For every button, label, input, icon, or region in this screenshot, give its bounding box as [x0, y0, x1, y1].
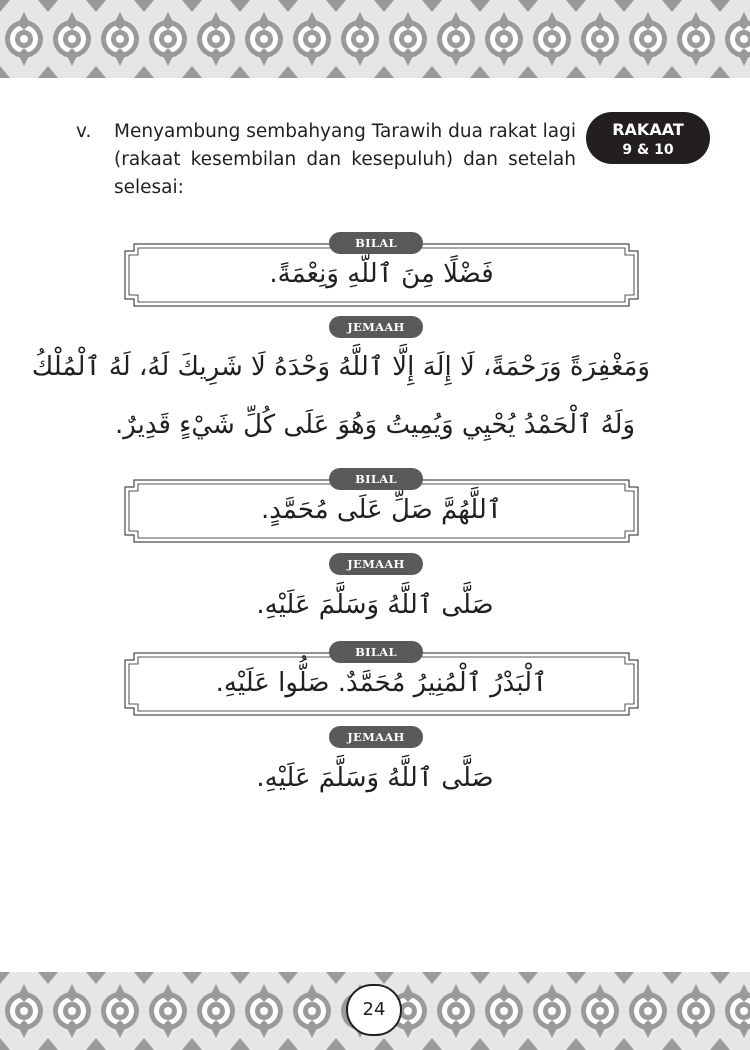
bilal-text-2: ٱللَّهُمَّ صَلِّ عَلَى مُحَمَّدٍ.: [260, 495, 503, 525]
jemaah-text-2: صَلَّى ٱللَّهُ وَسَلَّمَ عَلَيْهِ.: [256, 590, 494, 620]
ornament-pattern-top: [0, 0, 750, 78]
rakaat-badge: [586, 112, 710, 164]
jemaah-text-3: صَلَّى ٱللَّهُ وَسَلَّمَ عَلَيْهِ.: [256, 763, 494, 793]
top-ornamental-border: [0, 0, 750, 78]
page-number: 24: [346, 984, 402, 1036]
bilal-text-3: ٱلْبَدْرُ ٱلْمُنِيرُ مُحَمَّدٌ. صَلُّوا عَلَيْهِ.: [215, 668, 548, 698]
bilal-text-1: فَضْلًا مِنَ ٱللَّهِ وَنِعْمَةً.: [269, 259, 494, 289]
rakaat-badge-number: 9 & 10: [622, 142, 674, 158]
bilal-label-3: BILAL: [329, 641, 423, 663]
instruction-text: Menyambung sembahyang Tarawih dua rakat lagi (rakaat kesembilan dan kesepuluh) dan setelah selesai:: [114, 121, 576, 198]
bilal-label-2: BILAL: [329, 468, 423, 490]
list-marker: v.: [76, 121, 92, 142]
rakaat-badge-title: RAKAAT: [612, 120, 684, 139]
jemaah-label-3: JEMAAH: [329, 726, 423, 748]
jemaah-label-2: JEMAAH: [329, 553, 423, 575]
jemaah-text-1-line-1: وَمَغْفِرَةً وَرَحْمَةً، لَا إِلَهَ إِلَّا ٱللَّهُ وَحْدَهُ لَا شَرِيكَ لَهُ، لَهُ ٱلْمُلْكُ: [31, 352, 650, 382]
jemaah-label-1: JEMAAH: [329, 316, 423, 338]
jemaah-text-1-line-2: وَلَهُ ٱلْحَمْدُ يُحْيِي وَيُمِيتُ وَهُوَ عَلَى كُلِّ شَيْءٍ قَدِيرٌ.: [114, 410, 636, 440]
bilal-label-1: BILAL: [329, 232, 423, 254]
